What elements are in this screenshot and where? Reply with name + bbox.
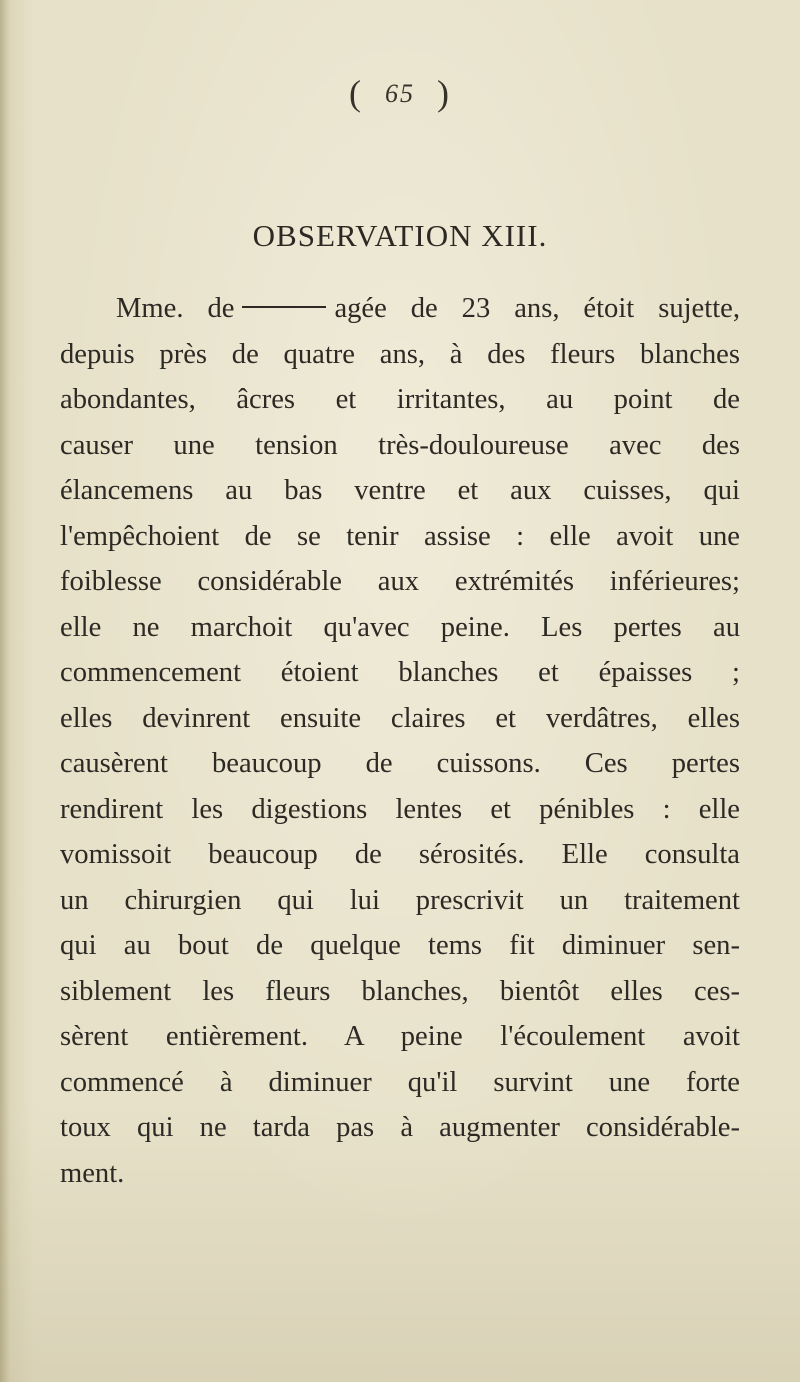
text-line: elle ne marchoit qu'avec peine. Les pertes au [60,611,740,643]
text-line: sèrent entièrement. A peine l'écoulement avoit [60,1021,740,1052]
text-line: commencé à diminuer qu'il survint une forte [60,1066,740,1098]
text-line: toux qui ne tarda pas à augmenter considérable- [60,1112,740,1143]
text-line: abondantes, âcres et irritantes, au point de [60,384,740,415]
text-line-start: Mme. de [116,293,235,324]
text-line: vomissoit beaucoup de sérosités. Elle consulta [60,839,740,870]
text-line: rendirent les digestions lentes et pénibles : elle [60,793,740,825]
text-line: causèrent beaucoup de cuissons. Ces pertes [60,748,740,779]
page-number-close-paren: ) [437,73,451,113]
text-line: elles devinrent ensuite claires et verdâtres, elles [60,702,740,734]
text-line: commencement étoient blanches et épaisses ; [60,657,740,688]
name-omission-dash [242,306,326,308]
text-line: siblement les fleurs blanches, bientôt elles ces- [60,975,740,1007]
text-line-end: agée de 23 ans, étoit sujette, [334,293,740,324]
text-line: l'empêchoient de se tenir assise : elle avoit une [60,520,740,552]
page-number-open-paren: ( [349,73,363,113]
observation-paragraph [60,286,740,1196]
text-line [60,286,740,332]
text-line: élancemens au bas ventre et aux cuisses, qui [60,475,740,506]
observation-heading: OBSERVATION XIII. [252,218,548,253]
text-line-last: ment. [60,1157,125,1189]
text-line: depuis près de quatre ans, à des fleurs blanches [60,338,740,370]
text-line: foiblesse considérable aux extrémités inférieures; [60,566,740,597]
page-number-value: 65 [385,79,415,108]
text-line: un chirurgien qui lui prescrivit un traitement [60,884,740,916]
text-line: causer une tension très-douloureuse avec des [60,429,740,461]
page-number [0,72,800,114]
text-line: qui au bout de quelque tems fit diminuer sen- [60,930,740,961]
